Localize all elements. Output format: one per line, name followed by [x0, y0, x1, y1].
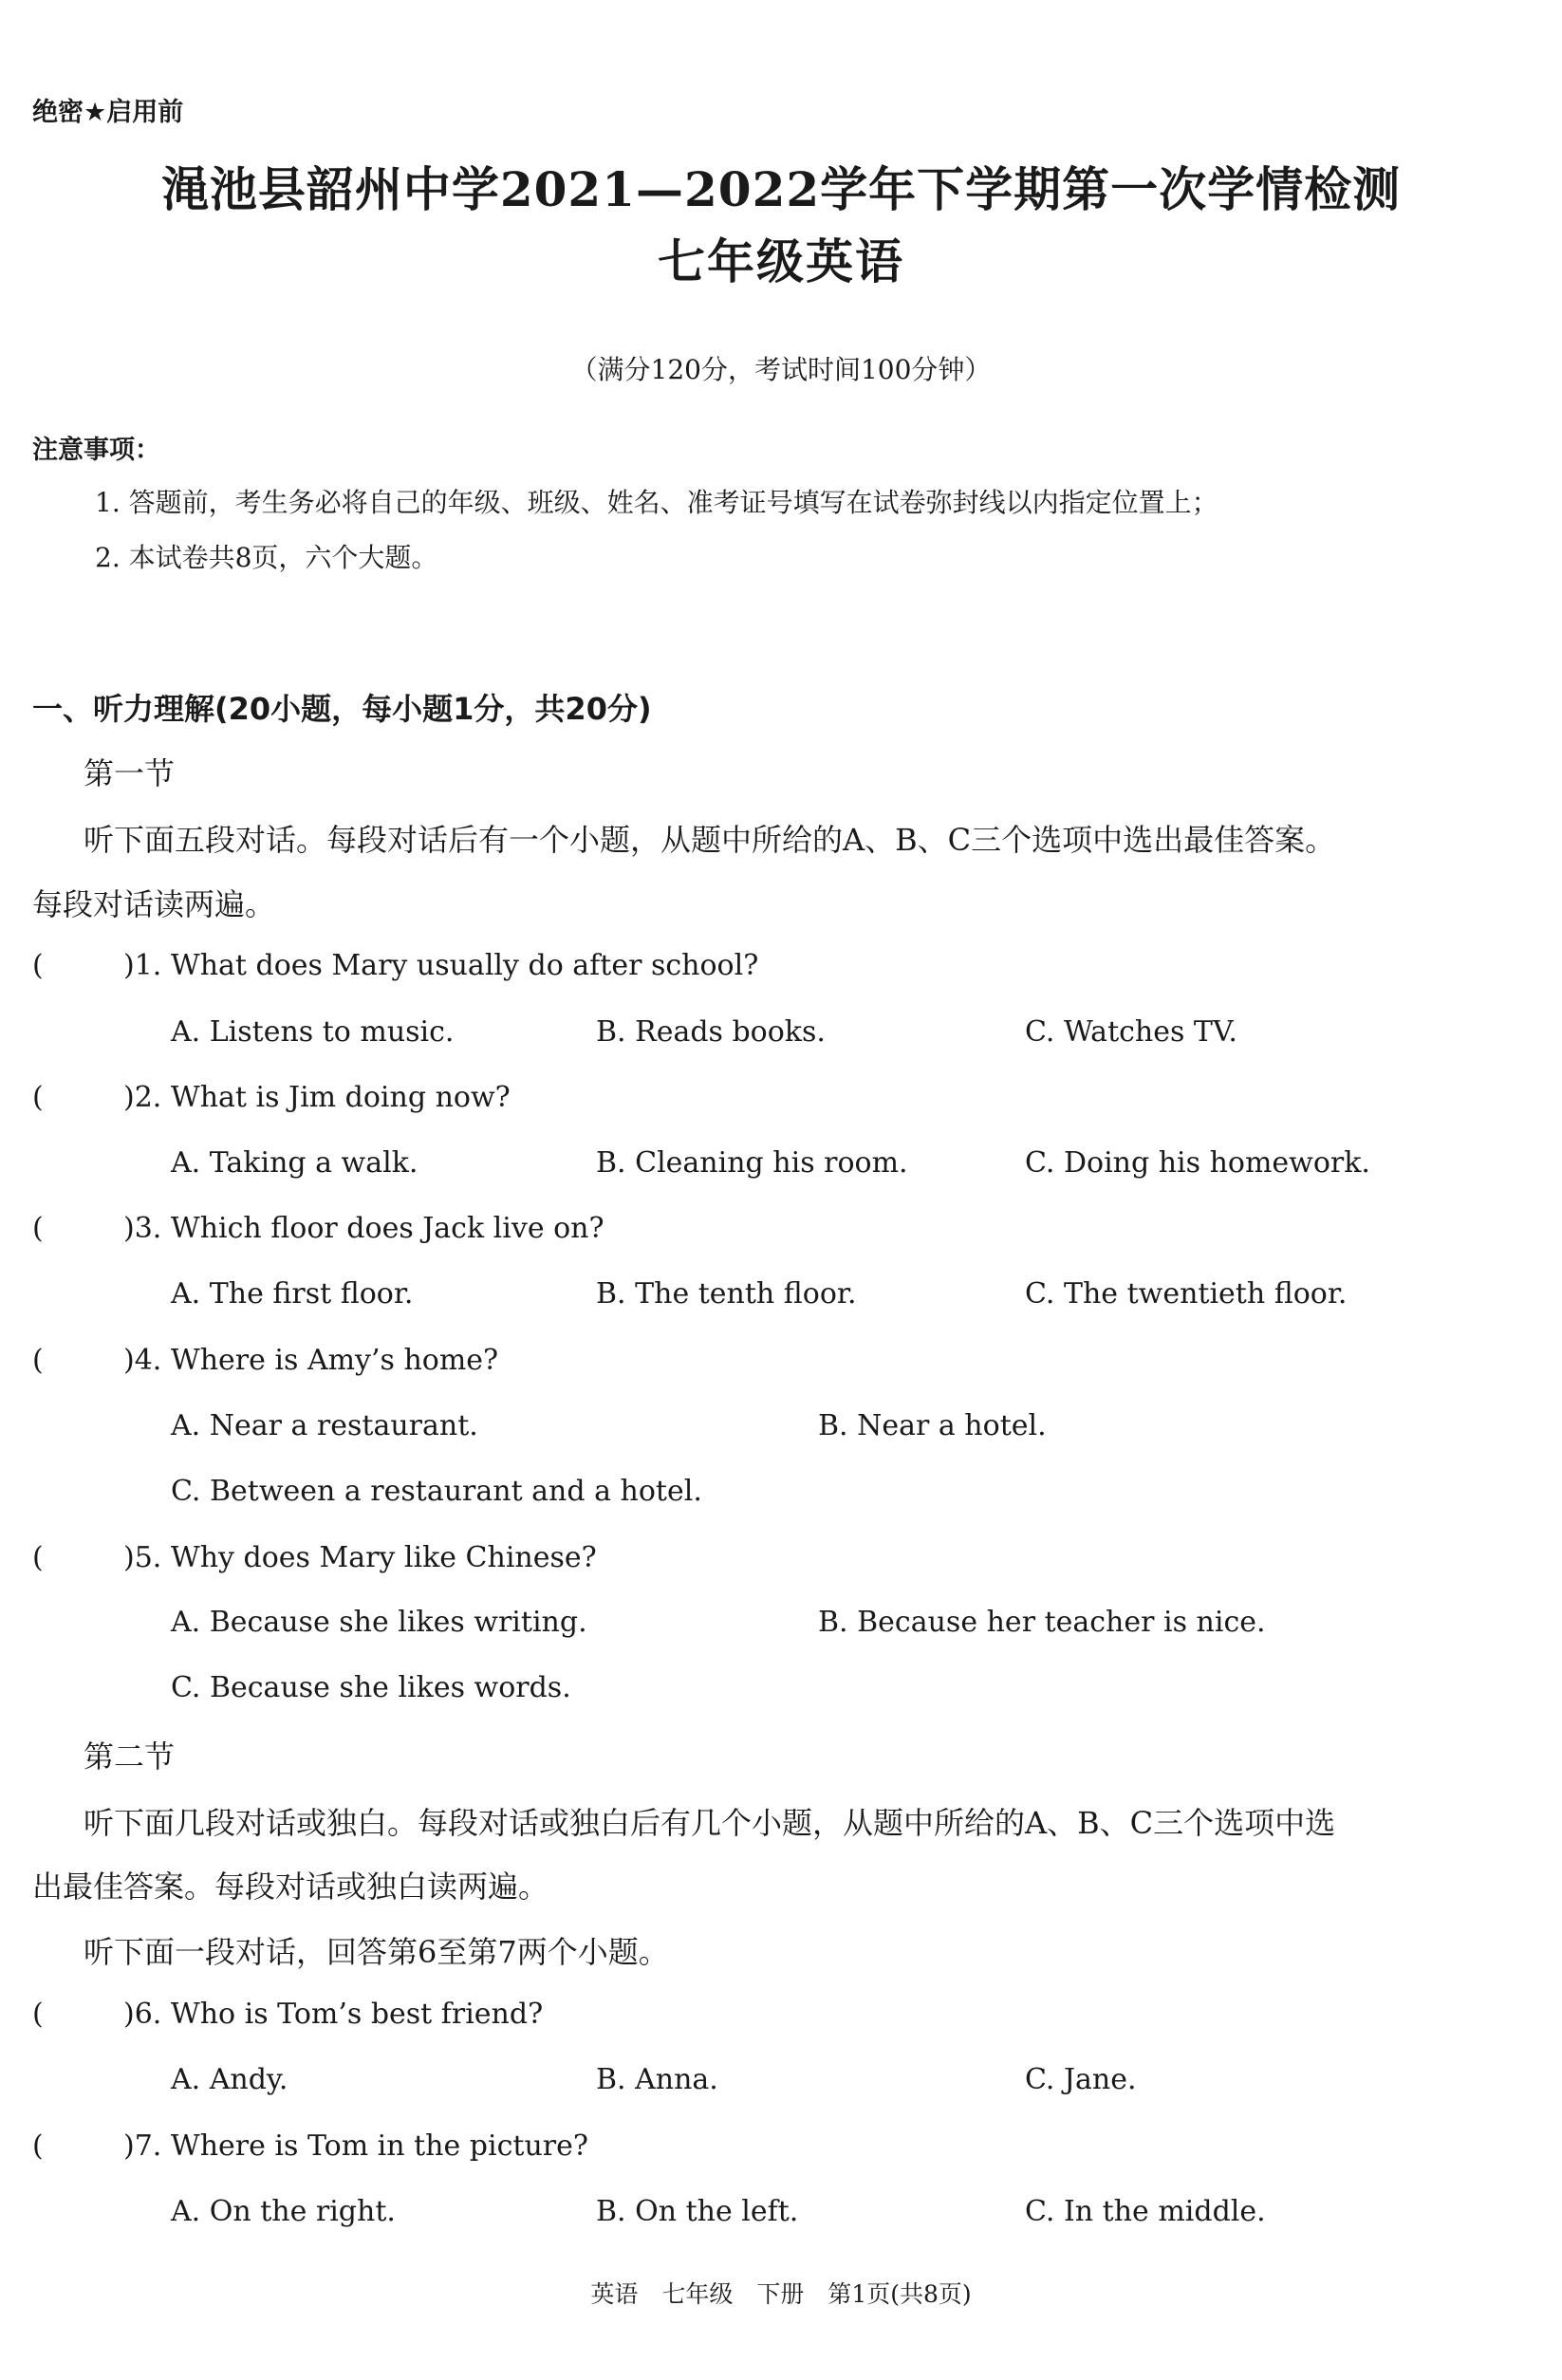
- answer-blank[interactable]: (: [32, 1541, 44, 1574]
- question-text: 6. Who is Tom’s best friend?: [134, 1998, 544, 2031]
- instruction-line: 出最佳答案。每段对话或独白读两遍。: [32, 1869, 549, 1905]
- exam-subject-title: 七年级英语: [658, 233, 904, 289]
- answer-blank[interactable]: (: [32, 2129, 44, 2163]
- option-b: B. Because her teacher is nice.: [818, 1606, 1266, 1639]
- option-c: C. Jane.: [1025, 2063, 1137, 2096]
- option-c: C. Because she likes words.: [171, 1671, 571, 1704]
- option-b: B. Anna.: [596, 2063, 718, 2096]
- option-a: A. Andy.: [171, 2063, 288, 2096]
- option-a: A. Because she likes writing.: [171, 1606, 587, 1639]
- option-a: A. Listens to music.: [171, 1015, 455, 1049]
- question-text: 2. What is Jim doing now?: [134, 1081, 511, 1114]
- note-item: 2. 本试卷共8页，六个大题。: [95, 542, 438, 573]
- option-c: C. Doing his homework.: [1025, 1146, 1370, 1180]
- option-c: C. In the middle.: [1025, 2195, 1266, 2228]
- exam-info: （满分120分，考试时间100分钟）: [570, 354, 992, 385]
- answer-blank-close: ): [123, 1212, 135, 1245]
- answer-blank-close: ): [123, 2129, 135, 2163]
- instruction-line: 每段对话读两遍。: [32, 886, 276, 922]
- question-7: [32, 2129, 588, 2163]
- option-b: B. Near a hotel.: [818, 1409, 1047, 1442]
- option-b: B. Reads books.: [596, 1015, 826, 1049]
- answer-blank-close: ): [123, 1081, 135, 1114]
- group-intro: 听下面一段对话，回答第6至第7两个小题。: [84, 1934, 669, 1970]
- option-a: A. Near a restaurant.: [171, 1409, 478, 1442]
- option-c: C. Watches TV.: [1025, 1015, 1237, 1049]
- exam-title: 渑池县韶州中学2021—2022学年下学期第一次学情检测: [160, 161, 1402, 217]
- notes-heading: 注意事项：: [32, 436, 160, 465]
- question-text: 5. Why does Mary like Chinese?: [134, 1541, 597, 1574]
- question-5: [32, 1541, 597, 1574]
- question-4: [32, 1344, 498, 1377]
- instruction-line: 听下面五段对话。每段对话后有一个小题，从题中所给的A、B、C三个选项中选出最佳答案。: [84, 822, 1336, 858]
- option-c: C. The twentieth floor.: [1025, 1277, 1348, 1311]
- option-c: C. Between a restaurant and a hotel.: [171, 1475, 702, 1508]
- note-item: 1. 答题前，考生务必将自己的年级、班级、姓名、准考证号填写在试卷弥封线以内指定位置上；: [95, 487, 1218, 518]
- option-a: A. Taking a walk.: [171, 1146, 418, 1180]
- question-text: 4. Where is Amy’s home?: [134, 1344, 499, 1377]
- answer-blank[interactable]: (: [32, 1344, 44, 1377]
- question-text: 7. Where is Tom in the picture?: [134, 2129, 588, 2163]
- option-a: A. On the right.: [171, 2195, 396, 2228]
- option-b: B. The tenth floor.: [596, 1277, 857, 1311]
- part-label: 第二节: [84, 1739, 176, 1775]
- question-3: [32, 1212, 604, 1245]
- answer-blank[interactable]: (: [32, 949, 44, 982]
- question-text: 3. Which floor does Jack live on?: [134, 1212, 604, 1245]
- question-1: [32, 949, 758, 982]
- question-text: 1. What does Mary usually do after school?: [134, 949, 759, 982]
- page-footer: 英语 七年级 下册 第1页(共8页): [590, 2280, 972, 2308]
- answer-blank-close: ): [123, 949, 135, 982]
- answer-blank[interactable]: (: [32, 1998, 44, 2031]
- question-2: [32, 1081, 511, 1114]
- answer-blank-close: ): [123, 1541, 135, 1574]
- section-heading: 一、听力理解(20小题，每小题1分，共20分): [32, 691, 652, 727]
- answer-blank[interactable]: (: [32, 1081, 44, 1114]
- option-b: B. On the left.: [596, 2195, 799, 2228]
- option-a: A. The first floor.: [171, 1277, 414, 1311]
- instruction-line: 听下面几段对话或独白。每段对话或独白后有几个小题，从题中所给的A、B、C三个选项中选: [84, 1805, 1336, 1841]
- answer-blank-close: ): [123, 1344, 135, 1377]
- answer-blank[interactable]: (: [32, 1212, 44, 1245]
- part-label: 第一节: [84, 755, 176, 791]
- option-b: B. Cleaning his room.: [596, 1146, 908, 1180]
- question-6: [32, 1998, 543, 2031]
- secret-label: 绝密★启用前: [32, 98, 184, 127]
- answer-blank-close: ): [123, 1998, 135, 2031]
